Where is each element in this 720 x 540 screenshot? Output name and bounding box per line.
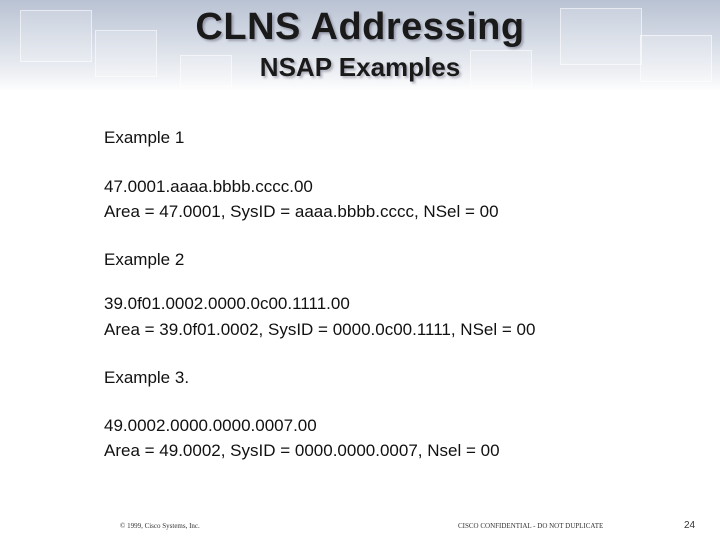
example-3-heading: Example 3. — [104, 368, 190, 387]
example-1-address: 47.0001.aaaa.bbbb.cccc.00 — [104, 177, 313, 196]
example-2-heading: Example 2 — [104, 250, 185, 269]
footer-copyright: © 1999, Cisco Systems, Inc. — [120, 522, 200, 530]
page-number: 24 — [684, 520, 696, 531]
example-3-address: 49.0002.0000.0000.0007.00 — [104, 416, 317, 435]
example-2-address: 39.0f01.0002.0000.0c00.1111.00 — [104, 294, 350, 313]
slide-title: CLNS Addressing — [195, 6, 525, 48]
example-2-breakdown: Area = 39.0f01.0002, SysID = 0000.0c00.1111, NSel = 00 — [104, 320, 536, 339]
example-3-breakdown: Area = 49.0002, SysID = 0000.0000.0007, Nsel = 00 — [104, 441, 500, 460]
footer-confidential: CISCO CONFIDENTIAL - DO NOT DUPLICATE — [458, 522, 604, 530]
slide-subtitle: NSAP Examples — [259, 52, 461, 82]
example-1-breakdown: Area = 47.0001, SysID = aaaa.bbbb.cccc, NSel = 00 — [104, 202, 499, 221]
example-1-heading: Example 1 — [104, 128, 185, 147]
